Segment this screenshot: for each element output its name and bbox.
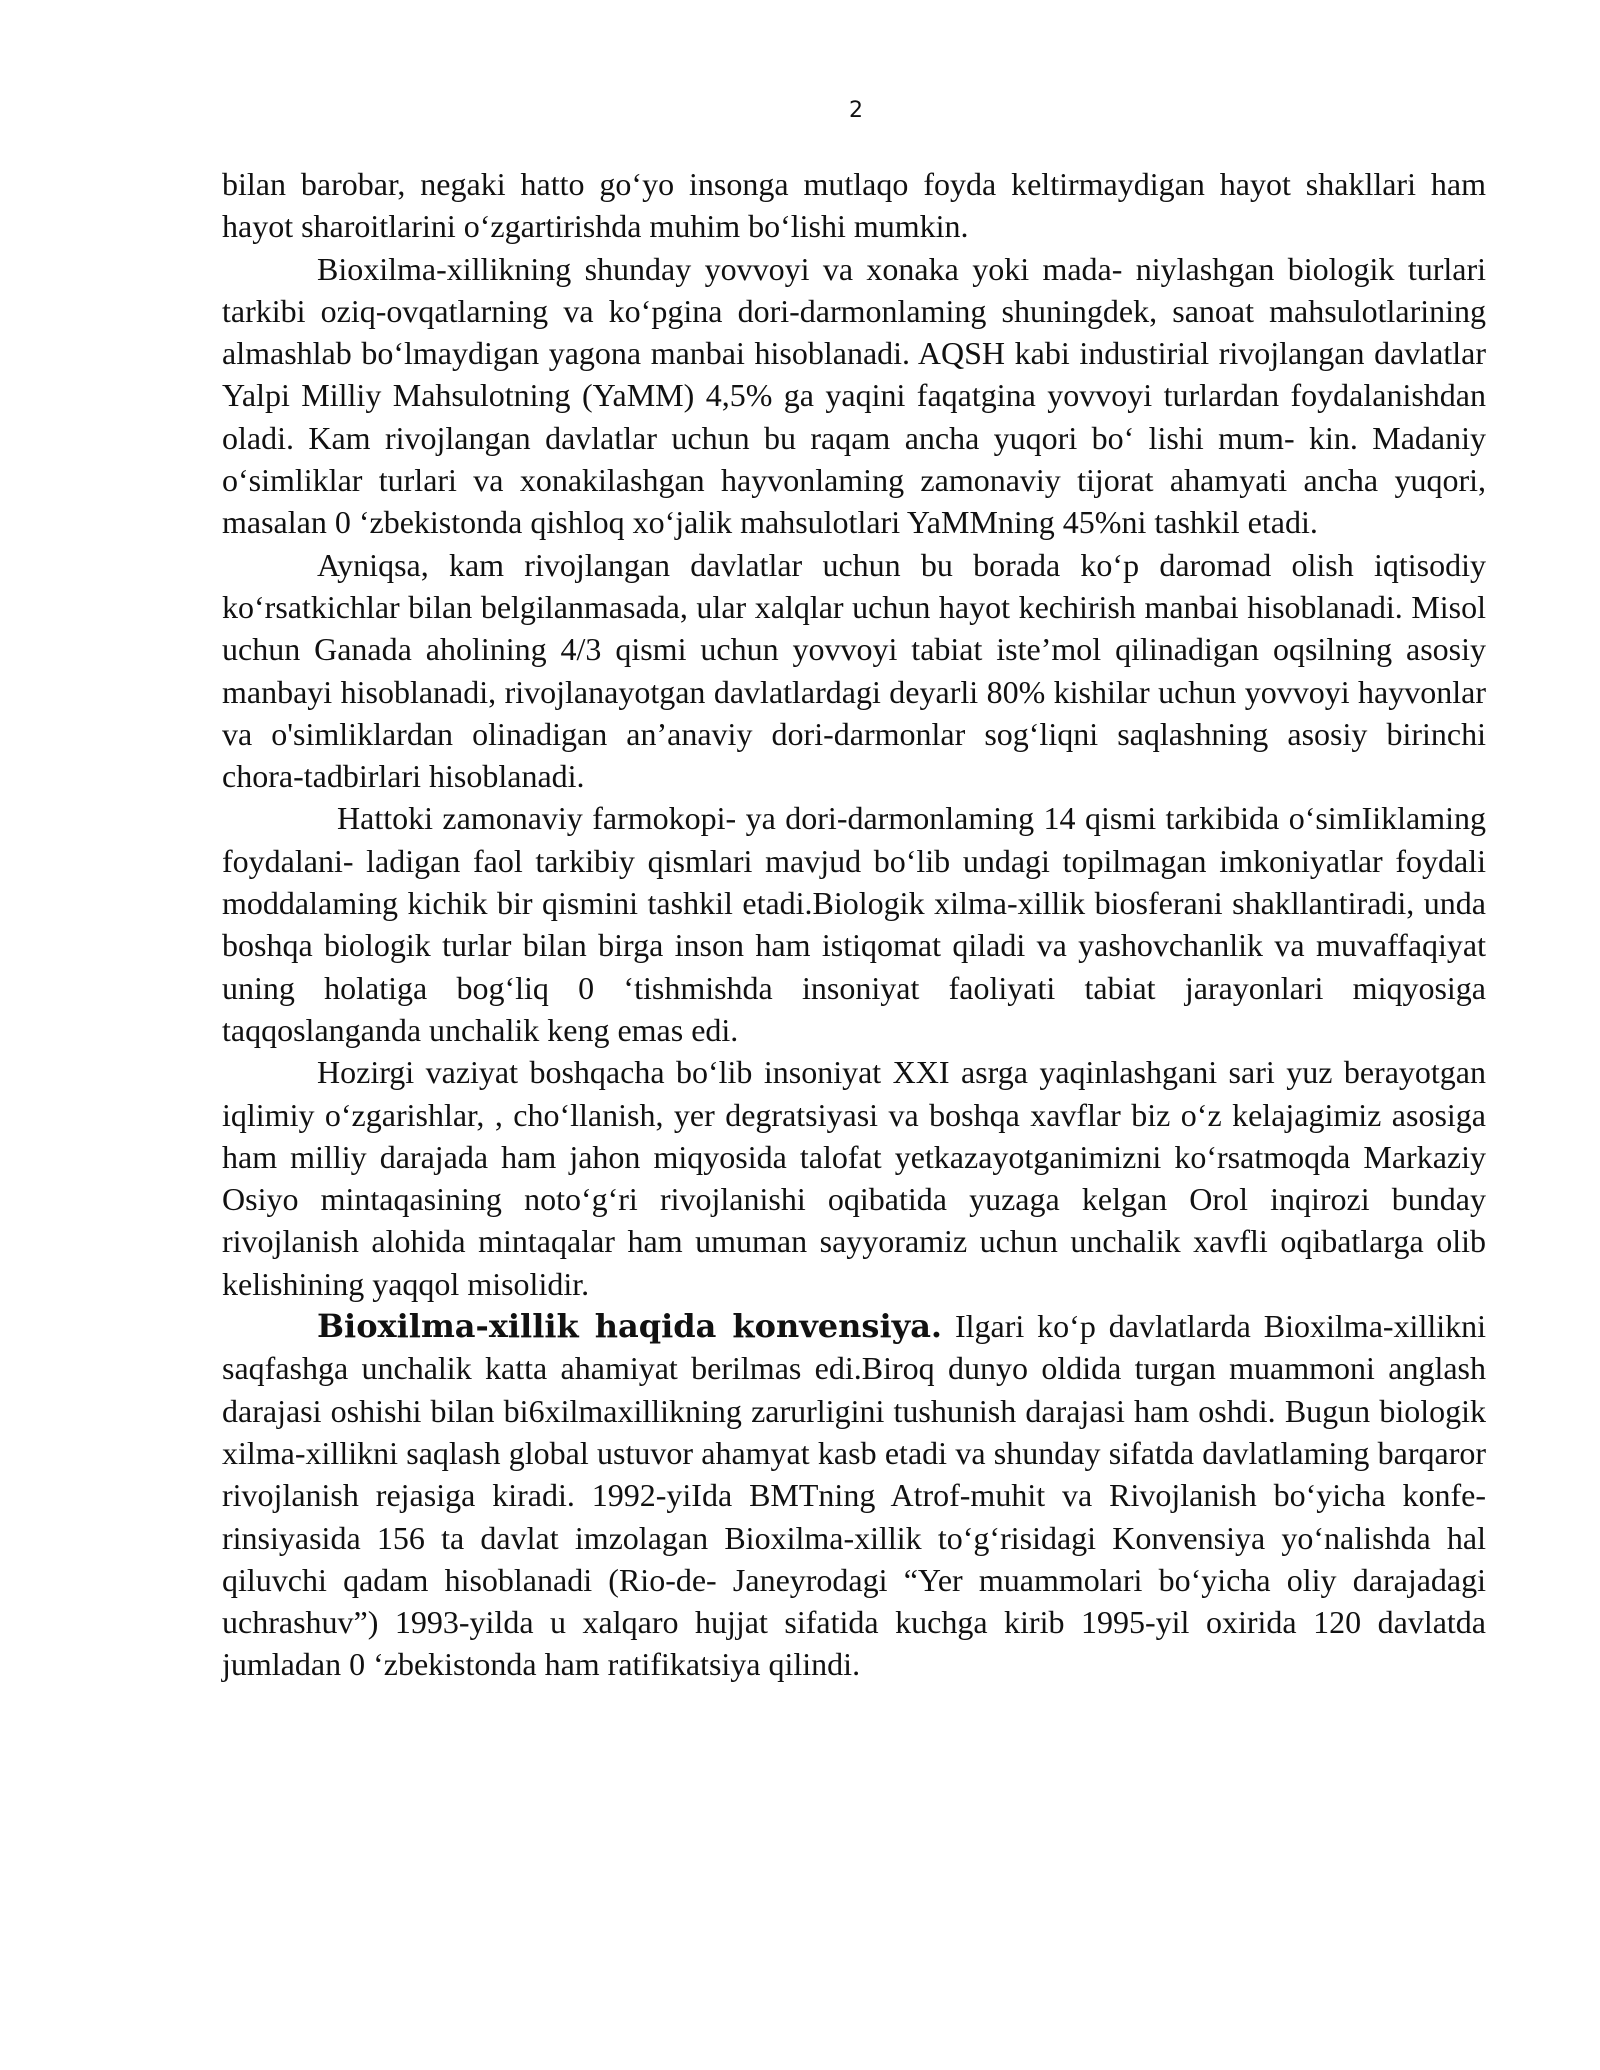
paragraph-continuation: bilan barobar, negaki hatto go‘yo insonga mutlaqo foyda keltirmaydigan hayot shakllari ham hayot sharoitlarini o‘zgartirishda muhim bo‘lishi mumkin. xyxy=(222,166,1486,245)
paragraph-current-situation: Hozirgi vaziyat boshqacha bo‘lib insoniyat XXI asrga yaqinlashgani sari yuz berayotgan iqlimiy o‘zgarishlar, , cho‘llanish, yer degratsiyasi va boshqa xavflar biz o‘z kelajagimiz asosiga ham milliy darajada ham jahon miqyosida talofat yetkazayotganimizni ko‘rsatmoqda Markaziy Osiyo mintaqasining noto‘g‘ri rivojlanishi oqibatida yuzaga kelgan Orol inqirozi bunday rivojlanish alohida mintaqalar ham umuman sayyoramiz uchun unchalik xavfli oqibatlarga olib kelishining yaqqol misolidir. xyxy=(222,1054,1486,1302)
page-number: 2 xyxy=(849,98,863,123)
paragraph-convention xyxy=(222,1305,1486,1686)
section-body: Ilgari ko‘p davlatlarda Bioxilma-xillikni saqfashga unchalik katta ahamiyat berilmas edi.Biroq dunyo oldida turgan muammoni anglash darajasi oshishi bilan bi6xilmaxillikning zarurligini tushunish darajasi ham oshdi. Bugun biologik xilma-xillikni saqlash global ustuvor ahamyat kasb etadi va shunday sifatda davlatlaming barqaror rivojlanish rejasiga kiradi. 1992-yiIda BMTning Atrof-muhit va Rivojlanish bo‘yicha konfe- rinsiyasida 156 ta davlat imzolagan Bioxilma-xillik to‘g‘risidagi Konvensiya yo‘nalishda hal qiluvchi qadam hisoblanadi (Rio-de- Janeyrodagi “Yer muammolari bo‘yicha oliy darajadagi uchrashuv”) 1993-yilda u xalqaro hujjat sifatida kuchga kirib 1995-yil oxirida 120 davlatda jumladan 0 ‘zbekistonda ham ratifikatsiya qilindi. xyxy=(222,1308,1486,1683)
paragraph-pharmacopoeia: Hattoki zamonaviy farmokopi- ya dori-darmonlaming 14 qismi tarkibida o‘simIiklaming foydalani- ladigan faol tarkibiy qismlari mavjud bo‘lib undagi topilmagan imkoniyatlar foydali moddalaming kichik bir qismini tashkil etadi.Biologik xilma-xillik biosferani shakllantiradi, unda boshqa biologik turlar bilan birga inson ham istiqomat qiladi va yashovchanlik va muvaffaqiyat uning holatiga bog‘liq 0 ‘tishmishda insoniyat faoliyati tabiat jarayonlari miqyosiga taqqoslanganda unchalik keng emas edi. xyxy=(222,800,1486,1048)
document-body xyxy=(222,163,1486,1686)
paragraph-developing-countries: Ayniqsa, kam rivojlangan davlatlar uchun bu borada ko‘p daromad olish iqtisodiy ko‘rsatkichlar bilan belgilanmasada, ular xalqlar uchun hayot kechirish manbai hisoblanadi. Misol uchun Ganada aholining 4/3 qismi uchun yovvoyi tabiat iste’mol qilinadigan oqsilning asosiy manbayi hisoblanadi, rivojlanayotgan davlatlardagi deyarli 80% kishilar uchun yovvoyi hayvonlar va o'simliklardan olinadigan an’anaviy dori-darmonlar sog‘liqni saqlashning asosiy birinchi chora-tadbirlari hisoblanadi. xyxy=(222,546,1486,795)
section-heading: Bioxilma-xillik haqida konvensiya. xyxy=(317,1307,943,1346)
paragraph-bioxilma-resources: Bioxilma-xillikning shunday yovvoyi va xonaka yoki mada- niylashgan biologik turlari tarkibi oziq-ovqatlarning va ko‘pgina dori-darmonlaming shuningdek, sanoat mahsulotlarining almashlab bo‘lmaydigan yagona manbai hisoblanadi. AQSH kabi industirial rivojlangan davlatlar Yalpi Milliy Mahsulotning (YaMM) 4,5% ga yaqini faqatgina yovvoyi turlardan foydalanishdan oladi. Kam rivojlangan davlatlar uchun bu raqam ancha yuqori bo‘ lishi mum- kin. Madaniy o‘simliklar turlari va xonakilashgan hayvonlaming zamonaviy tijorat ahamyati ancha yuqori, masalan 0 ‘zbekistonda qishloq xo‘jalik mahsulotlari YaMMning 45%ni tashkil etadi. xyxy=(222,250,1486,541)
